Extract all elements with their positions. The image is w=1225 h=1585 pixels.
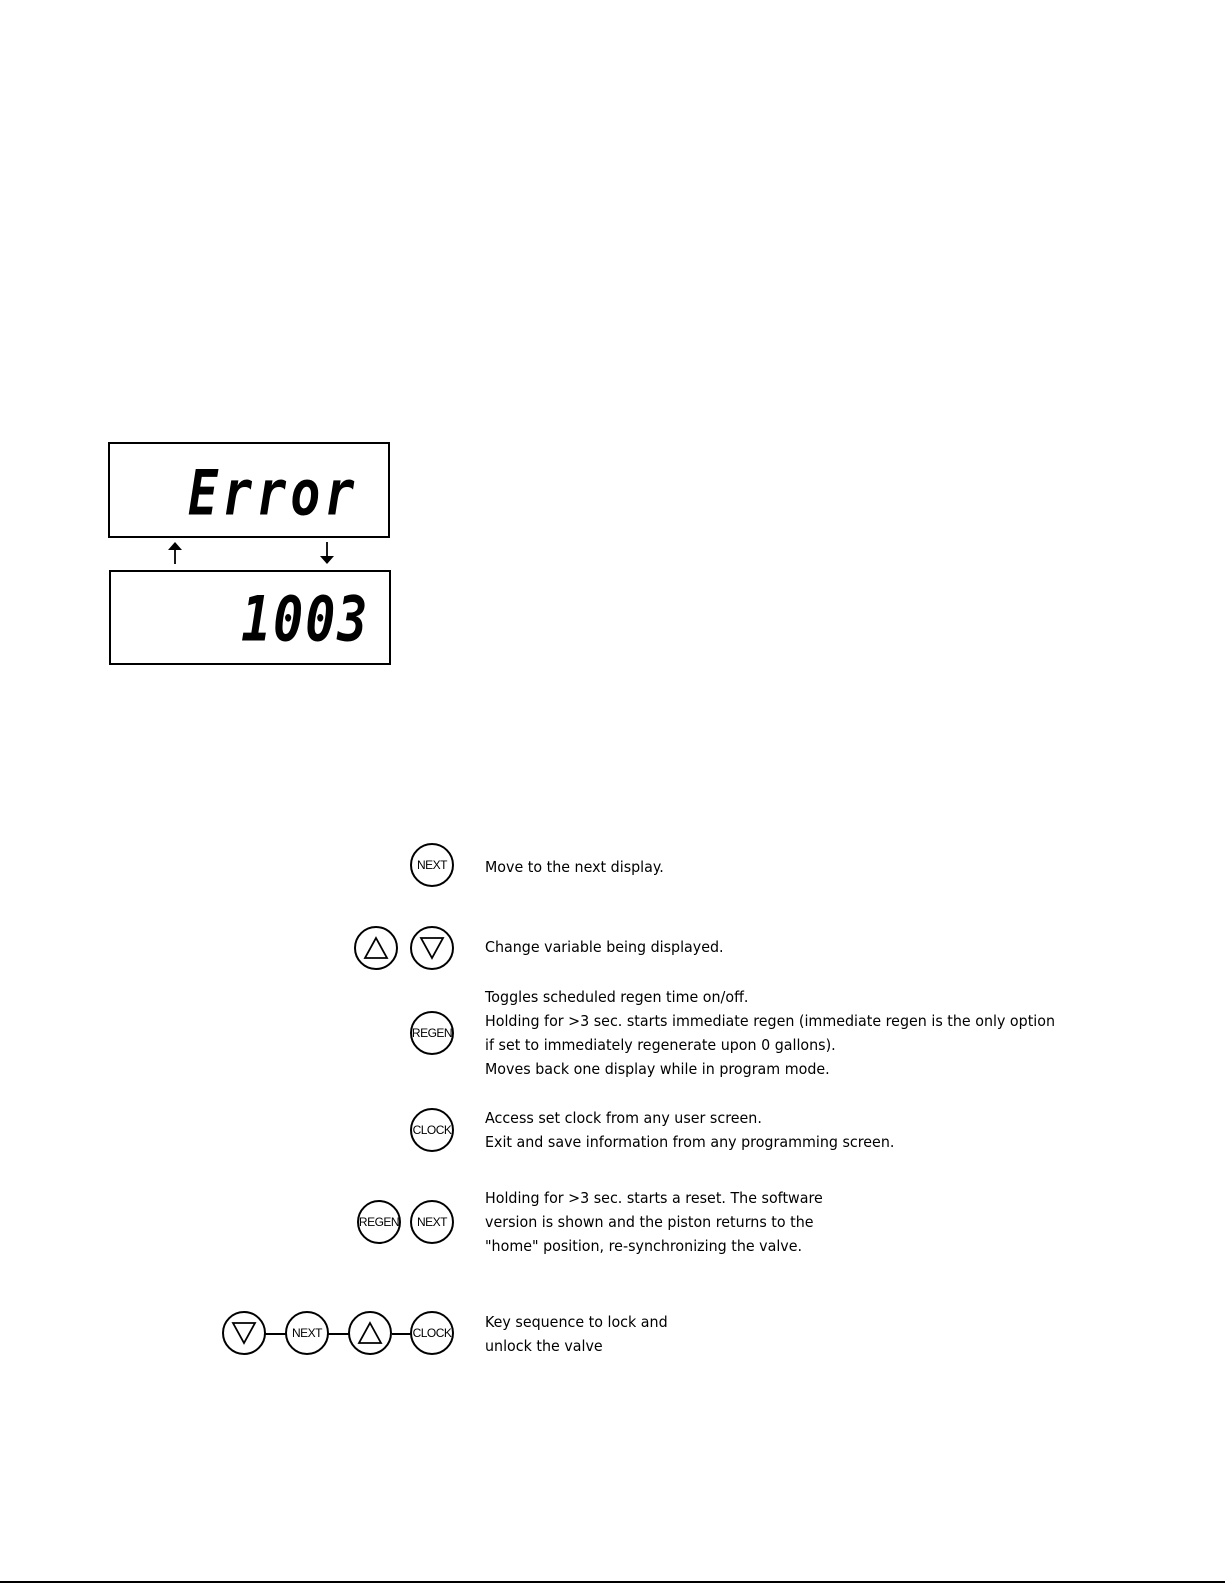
arrow-down-icon <box>318 541 336 565</box>
clock-button[interactable]: CLOCK <box>410 1108 454 1152</box>
description-up-down <box>485 935 724 959</box>
regen-button[interactable]: REGEN <box>357 1200 401 1244</box>
description-line: "home" position, re-synchronizing the valve. <box>485 1237 803 1255</box>
page-bottom-rule <box>0 1581 1225 1583</box>
description-line: Moves back one display while in program mode. <box>485 1060 830 1078</box>
triangle-up-icon <box>357 1321 383 1345</box>
next-button[interactable]: NEXT <box>410 1200 454 1244</box>
next-button[interactable]: NEXT <box>285 1311 329 1355</box>
triangle-down-icon <box>419 936 445 960</box>
up-button[interactable] <box>348 1311 392 1355</box>
down-button[interactable] <box>410 926 454 970</box>
arrow-up-icon <box>166 541 184 565</box>
lcd-error-text: Error <box>188 457 359 530</box>
lcd-display-bottom <box>109 570 391 665</box>
description-line: Exit and save information from any programming screen. <box>485 1133 895 1151</box>
description-line: if set to immediately regenerate upon 0 gallons). <box>485 1036 836 1054</box>
description-line: Holding for >3 sec. starts a reset. The software <box>485 1189 823 1207</box>
description-line: Move to the next display. <box>485 858 664 876</box>
description-line: Key sequence to lock and <box>485 1313 668 1331</box>
lcd-code-text: 1003 <box>241 583 370 656</box>
lcd-display-top <box>108 442 390 538</box>
triangle-up-icon <box>363 936 389 960</box>
description-line: Holding for >3 sec. starts immediate regen (immediate regen is the only option <box>485 1012 1056 1030</box>
description-line: unlock the valve <box>485 1337 603 1355</box>
clock-button[interactable]: CLOCK <box>410 1311 454 1355</box>
description-line: Access set clock from any user screen. <box>485 1109 762 1127</box>
down-button[interactable] <box>222 1311 266 1355</box>
description-reset <box>485 1186 823 1258</box>
description-regen <box>485 985 1055 1081</box>
up-button[interactable] <box>354 926 398 970</box>
description-lock <box>485 1310 668 1358</box>
sequence-connector <box>328 1333 350 1335</box>
regen-button[interactable]: REGEN <box>410 1011 454 1055</box>
next-button[interactable]: NEXT <box>410 843 454 887</box>
sequence-connector <box>392 1333 411 1335</box>
description-clock <box>485 1106 894 1154</box>
description-line: Change variable being displayed. <box>485 938 724 956</box>
description-line: Toggles scheduled regen time on/off. <box>485 988 749 1006</box>
description-line: version is shown and the piston returns to the <box>485 1213 814 1231</box>
triangle-down-icon <box>231 1321 257 1345</box>
description-next <box>485 855 664 879</box>
